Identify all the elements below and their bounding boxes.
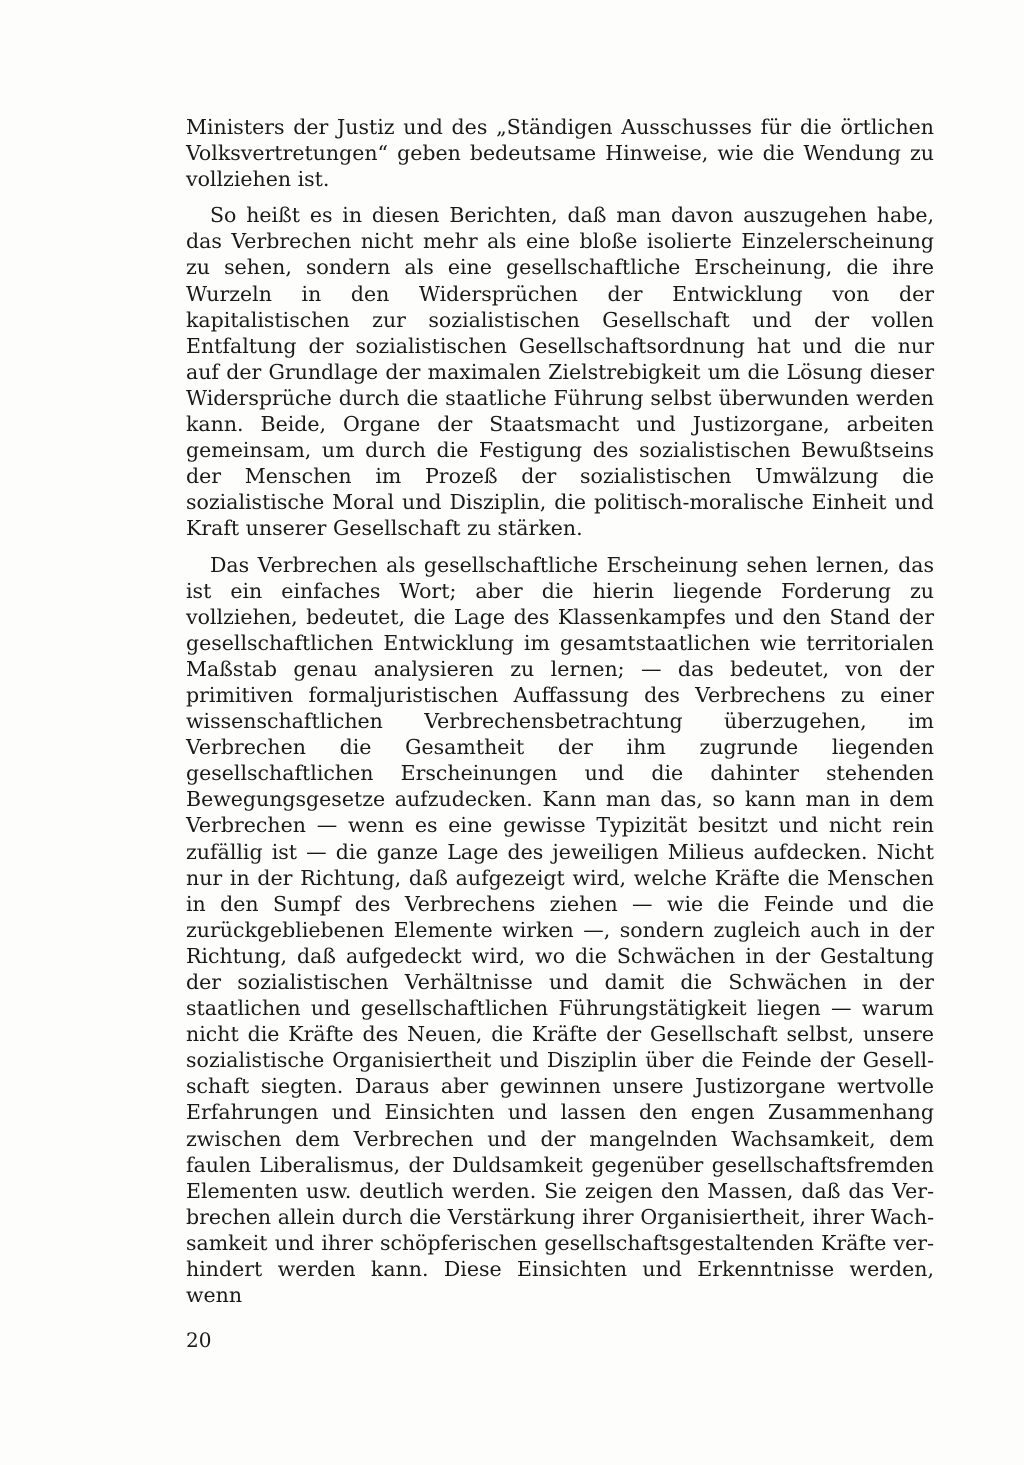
page-number: 20 — [186, 1328, 212, 1352]
paragraph-2: So heißt es in diesen Berichten, daß man davon auszugehen habe, das Verbrechen nicht mehr als eine bloße isolierte Einzelerscheinung zu sehen, sondern als eine gesellschaftliche Erscheinung, die ihre Wurzeln in den Widersprüchen der Entwicklung von der kapitalistischen zur sozialistischen Gesellschaft und der vollen Entfaltung der sozialistischen Gesellschaftsordnung hat und die nur auf der Grundlage der maximalen Zielstrebigkeit um die Lösung dieser Widersprüche durch die staatliche Führung selbst überwunden werden kann. Beide, Organe der Staatsmacht und Justizorgane, arbeiten gemeinsam, um durch die Festigung des sozialistischen Bewußtseins der Menschen im Prozeß der sozialistischen Umwälzung die sozialistische Moral und Disziplin, die politisch-moralische Einheit und Kraft unserer Gesellschaft zu stärken. — [186, 203, 934, 541]
body-text — [186, 114, 934, 1308]
paragraph-3: Das Verbrechen als gesellschaftliche Erscheinung sehen lernen, das ist ein einfaches Wort; aber die hierin liegende Forderung zu vollziehen, bedeutet, die Lage des Klassenkampfes und den Stand der gesellschaftlichen Entwicklung im gesamtstaatlichen wie territorialen Maßstab genau analysieren zu lernen; — das bedeutet, von der primitiven formaljuristischen Auffassung des Verbrechens zu einer wissenschaftlichen Verbrechensbetrachtung überzugehen, im Verbrechen die Gesamtheit der ihm zugrunde liegenden gesellschaftlichen Erscheinungen und die dahinter stehenden Bewegungsgesetze aufzudecken. Kann man das, so kann man in dem Verbrechen — wenn es eine gewisse Typizität besitzt und nicht rein zufällig ist — die ganze Lage des jeweiligen Milieus aufdecken. Nicht nur in der Richtung, daß aufgezeigt wird, welche Kräfte die Menschen in den Sumpf des Verbrechens ziehen — wie die Feinde und die zurückgebliebenen Elemente wirken —, sondern zugleich auch in der Richtung, daß aufgedeckt wird, wo die Schwächen in der Gestaltung der sozialistischen Verhältnisse und damit die Schwächen in der staatlichen und gesellschaftlichen Führungstätigkeit liegen — warum nicht die Kräfte des Neuen, die Kräfte der Gesellschaft selbst, unsere sozialistische Organisiertheit und Disziplin über die Feinde der Gesellschaft siegten. Daraus aber gewinnen unsere Justizorgane wertvolle Erfahrungen und Einsichten und lassen den engen Zusammenhang zwischen dem Verbrechen und der mangelnden Wachsamkeit, dem faulen Liberalismus, der Duldsamkeit gegenüber gesellschaftsfremden Elementen usw. deutlich werden. Sie zeigen den Massen, daß das Verbrechen allein durch die Verstärkung ihrer Organisiertheit, ihrer Wachsamkeit und ihrer schöpferischen gesellschaftsgestaltenden Kräfte verhindert werden kann. Diese Einsichten und Erkenntnisse werden, wenn — [186, 552, 934, 1308]
paragraph-continuation: Ministers der Justiz und des „Ständigen Ausschusses für die örtlichen Volksvertretungen“ geben bedeutsame Hinweise, wie die Wendung zu vollziehen ist. — [186, 115, 934, 192]
